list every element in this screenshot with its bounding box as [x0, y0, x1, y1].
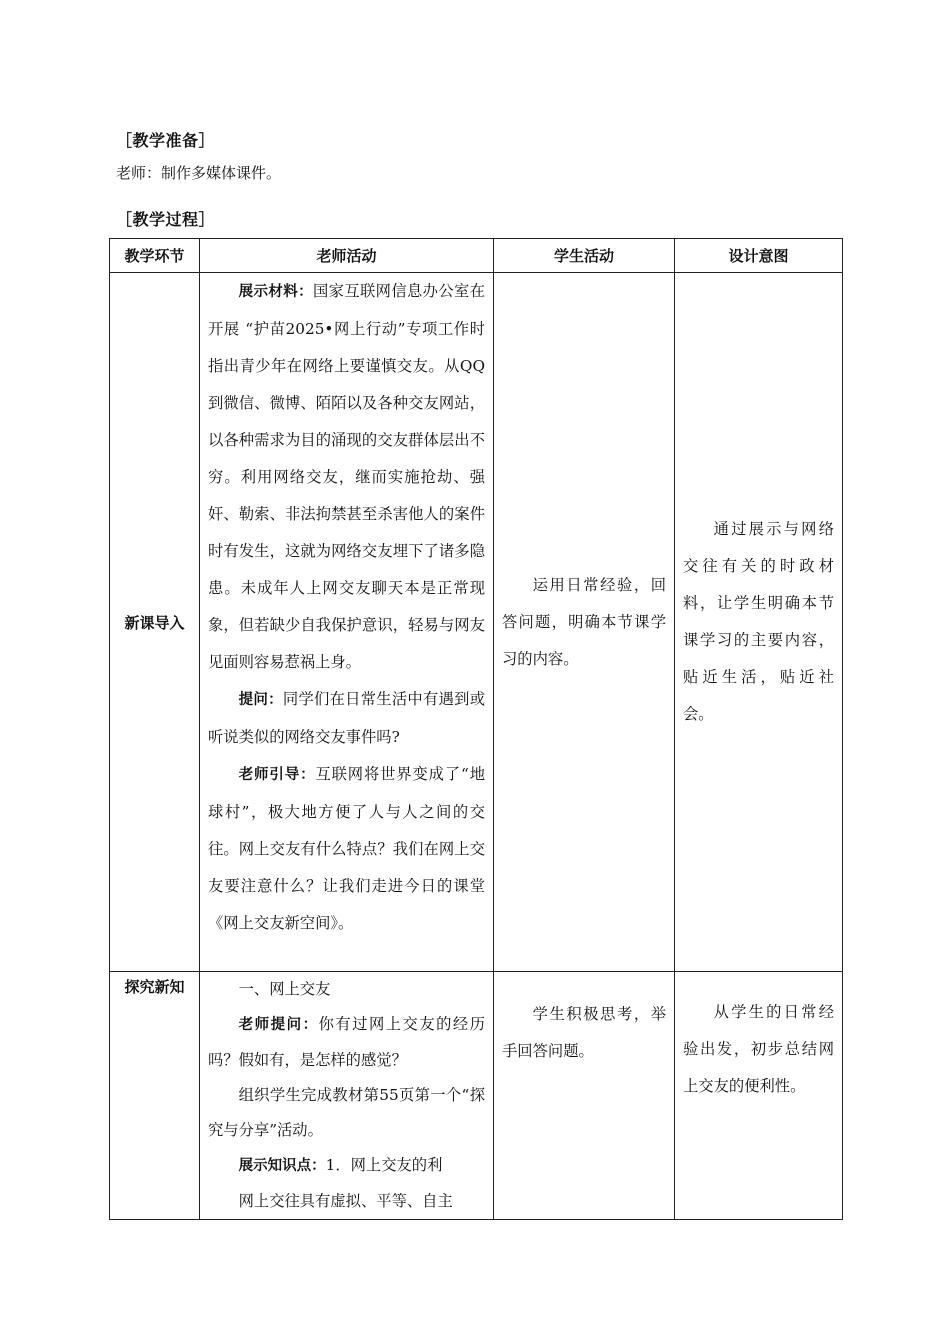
- intent-cell: [675, 972, 843, 1220]
- label: 展示知识点：: [238, 1158, 326, 1174]
- label: 提问：: [238, 692, 283, 708]
- header-teacher: 老师活动: [200, 239, 494, 273]
- lesson-table: [109, 238, 843, 1220]
- process-heading: ［教学过程］: [116, 210, 216, 229]
- stage-cell: 探究新知: [110, 972, 200, 1220]
- student-text: 学生积极思考，举手回答问题。: [502, 1005, 666, 1060]
- teacher-cell: [200, 273, 494, 972]
- teacher-text: 同学们在日常生活中有遇到或听说类似的网络交友事件吗?: [208, 690, 485, 746]
- teacher-text: 组织学生完成教材第55页第一个“探究与分享”活动。: [208, 1086, 485, 1139]
- student-cell: [494, 972, 675, 1220]
- intent-text: 从学生的日常经验出发，初步总结网上交友的便利性。: [683, 1003, 834, 1095]
- intent-cell: [675, 273, 843, 972]
- teacher-text: 网上交往具有虚拟、平等、自主: [238, 1192, 453, 1210]
- label: 展示材料：: [238, 284, 313, 300]
- teacher-text: 你有过网上交友的经历吗？假如有，是怎样的感觉？: [208, 1015, 485, 1069]
- label: 老师引导：: [238, 767, 316, 783]
- header-student: 学生活动: [494, 239, 675, 273]
- table-row: [110, 972, 843, 1220]
- table-header-row: [110, 239, 843, 273]
- prep-text: 老师：制作多媒体课件。: [116, 164, 282, 182]
- student-cell: [494, 273, 675, 972]
- teacher-cell: [200, 972, 494, 1220]
- label: 老师提问：: [238, 1017, 319, 1033]
- table-row: [110, 273, 843, 972]
- teacher-text: 互联网将世界变成了“地球村”，极大地方便了人与人之间的交往。网上交友有什么特点？我们在网上交友要注意什么？让我们走进今日的课堂《网上交友新空间》。: [208, 765, 485, 932]
- stage-cell: 新课导入: [110, 273, 200, 972]
- student-text: 运用日常经验，回答问题，明确本节课学习的内容。: [502, 575, 666, 668]
- teacher-text: 国家互联网信息办公室在开展 “护苗2025•网上行动”专项工作时指出青少年在网络上要谨慎交友。从QQ到微信、微博、陌陌以及各种交友网站，以各种需求为目的涌现的交友群体层出不穷。利用网络交友，继而实施抢劫、强奸、勒索、非法拘禁甚至杀害他人的案件时有发生，这就为网络交友埋下了诸多隐患。未成年人上网交友聊天本是正常现象，但若缺少自我保护意识，轻易与网友见面则容易惹祸上身。: [208, 282, 485, 671]
- intent-text: 通过展示与网络交往有关的时政材料，让学生明确本节课学习的主要内容，贴近生活，贴近社会。: [683, 520, 834, 723]
- teacher-text: 1．网上交友的利: [325, 1156, 443, 1174]
- header-intent: 设计意图: [675, 239, 843, 273]
- prep-heading: ［教学准备］: [116, 131, 216, 150]
- teacher-text: 一、网上交友: [238, 980, 331, 998]
- header-stage: 教学环节: [110, 239, 200, 273]
